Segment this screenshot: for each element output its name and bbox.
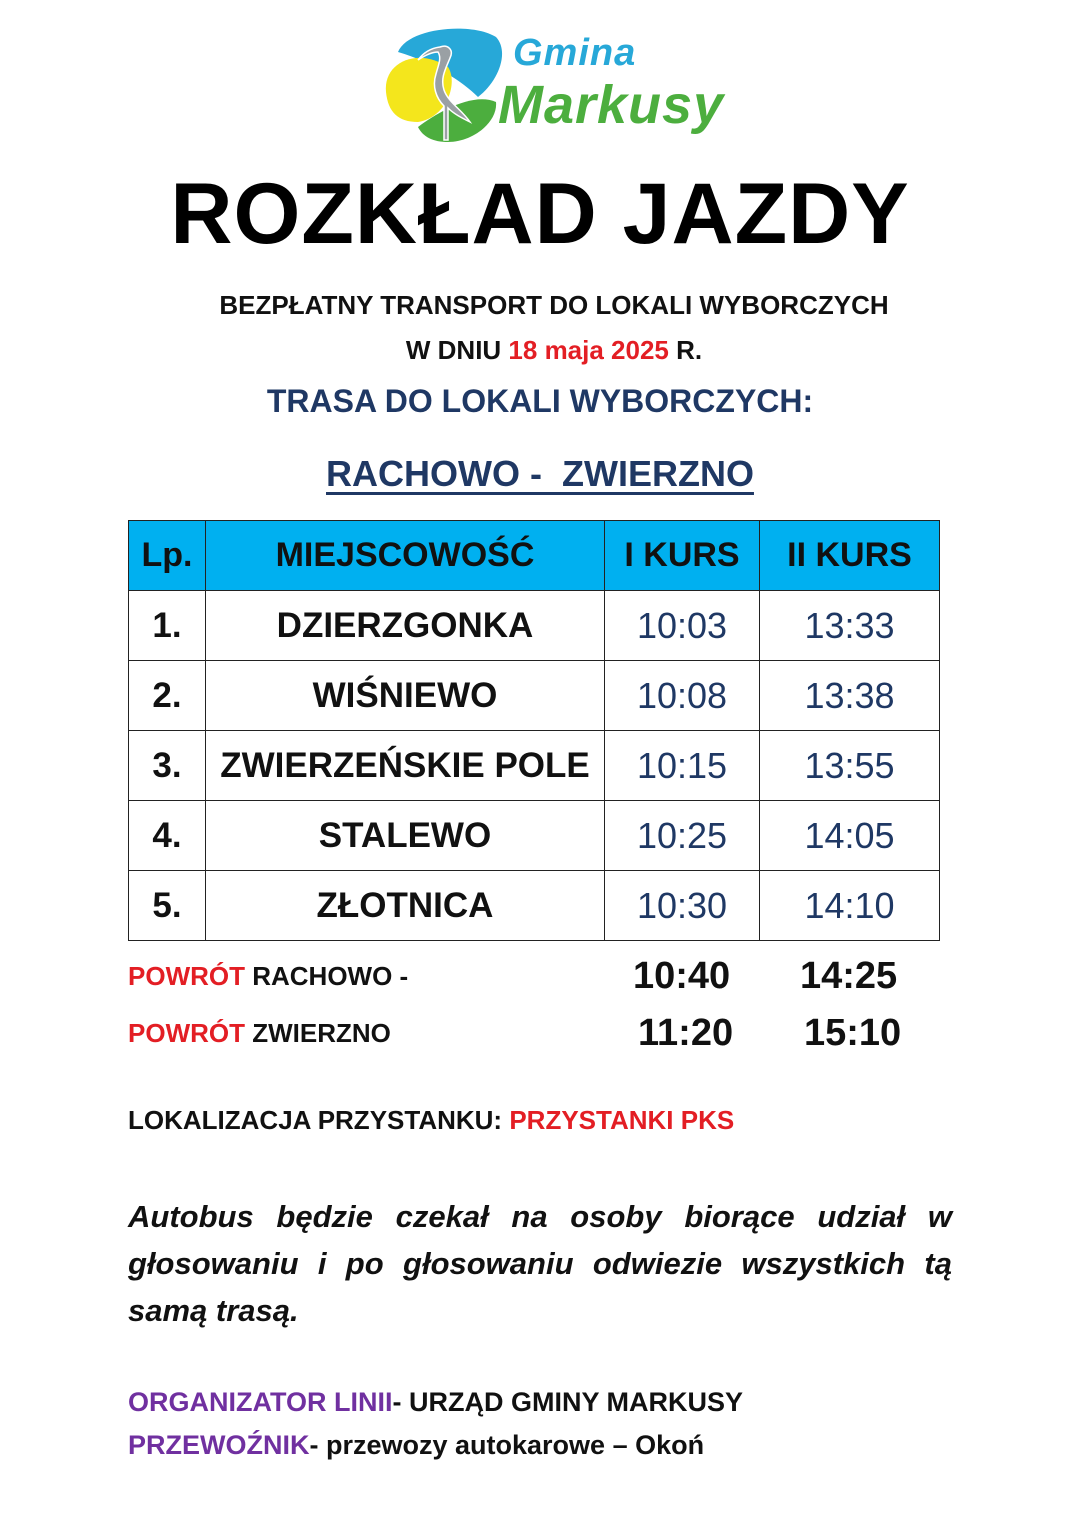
logo-text-markusy: Markusy <box>498 75 725 135</box>
return-rachowo <box>128 948 928 998</box>
route-name-text: RACHOWO - ZWIERZNO <box>326 453 754 494</box>
return-label <box>128 961 408 992</box>
line-organizer <box>128 1387 743 1418</box>
row-time-course-2: 14:10 <box>760 871 940 941</box>
row-place: ZŁOTNICA <box>206 871 605 941</box>
row-time-course-1: 10:03 <box>605 591 760 661</box>
row-number: 4. <box>129 801 206 871</box>
row-number: 2. <box>129 661 206 731</box>
header-lp: Lp. <box>129 521 206 591</box>
row-time-course-1: 10:15 <box>605 731 760 801</box>
table-header-row <box>129 521 940 591</box>
subtitle-line-1: BEZPŁATNY TRANSPORT DO LOKALI WYBORCZYCH <box>219 290 889 320</box>
carrier-label: PRZEWOŹNIK <box>128 1430 310 1460</box>
bus-note: Autobus będzie czekał na osoby biorące udział w głosowaniu i po głosowaniu odwiezie wszystkich tą samą trasą. <box>128 1199 952 1328</box>
row-time-course-2: 13:33 <box>760 591 940 661</box>
organizer-value: - URZĄD GMINY MARKUSY <box>392 1387 743 1417</box>
subtitle-date-suffix: R. <box>668 335 703 365</box>
row-time-course-2: 14:05 <box>760 801 940 871</box>
page-title: ROZKŁAD JAZDY <box>170 166 910 262</box>
row-number: 3. <box>129 731 206 801</box>
carrier <box>128 1430 704 1461</box>
return-label-rest: ZWIERZNO <box>245 1018 391 1048</box>
subtitle-line-2 <box>0 335 1080 366</box>
return-label-red: POWRÓT <box>128 961 245 991</box>
header-course-1: I KURS <box>605 521 760 591</box>
return-time-course-1: 11:20 <box>638 1012 734 1054</box>
stop-location-value: PRZYSTANKI PKS <box>509 1105 735 1135</box>
row-time-course-1: 10:30 <box>605 871 760 941</box>
subtitle-date-prefix: W DNIU <box>405 335 509 365</box>
schedule-table <box>128 520 940 941</box>
return-label-rest: RACHOWO - <box>245 961 409 991</box>
row-time-course-1: 10:25 <box>605 801 760 871</box>
route-name <box>0 453 1080 495</box>
row-place: ZWIERZEŃSKIE POLE <box>206 731 605 801</box>
table-row <box>129 591 940 661</box>
stop-location <box>128 1105 734 1136</box>
route-heading: TRASA DO LOKALI WYBORCZYCH: <box>266 383 814 419</box>
organizer-label: ORGANIZATOR LINII <box>128 1387 393 1417</box>
table-row <box>129 871 940 941</box>
carrier-value: - przewozy autokarowe – Okoń <box>309 1430 705 1460</box>
gmina-markusy-logo <box>378 22 725 147</box>
header-course-2: II KURS <box>760 521 940 591</box>
table-row <box>129 801 940 871</box>
row-place: STALEWO <box>206 801 605 871</box>
subtitle-date: 18 maja 2025 <box>508 335 669 365</box>
row-time-course-1: 10:08 <box>605 661 760 731</box>
return-label <box>128 1018 391 1049</box>
row-place: DZIERZGONKA <box>206 591 605 661</box>
return-time-course-2: 14:25 <box>800 955 898 997</box>
header-place: MIEJSCOWOŚĆ <box>206 521 605 591</box>
stop-location-label: LOKALIZACJA PRZYSTANKU: <box>128 1105 510 1135</box>
return-time-course-1: 10:40 <box>633 955 731 997</box>
logo-emblem <box>378 22 508 147</box>
row-number: 1. <box>129 591 206 661</box>
return-time-course-2: 15:10 <box>804 1012 902 1054</box>
row-number: 5. <box>129 871 206 941</box>
logo-text-gmina: Gmina <box>513 32 637 74</box>
table-row <box>129 731 940 801</box>
row-time-course-2: 13:38 <box>760 661 940 731</box>
return-zwierzno <box>128 1005 928 1055</box>
table-row <box>129 661 940 731</box>
return-label-red: POWRÓT <box>128 1018 245 1048</box>
row-place: WIŚNIEWO <box>206 661 605 731</box>
row-time-course-2: 13:55 <box>760 731 940 801</box>
